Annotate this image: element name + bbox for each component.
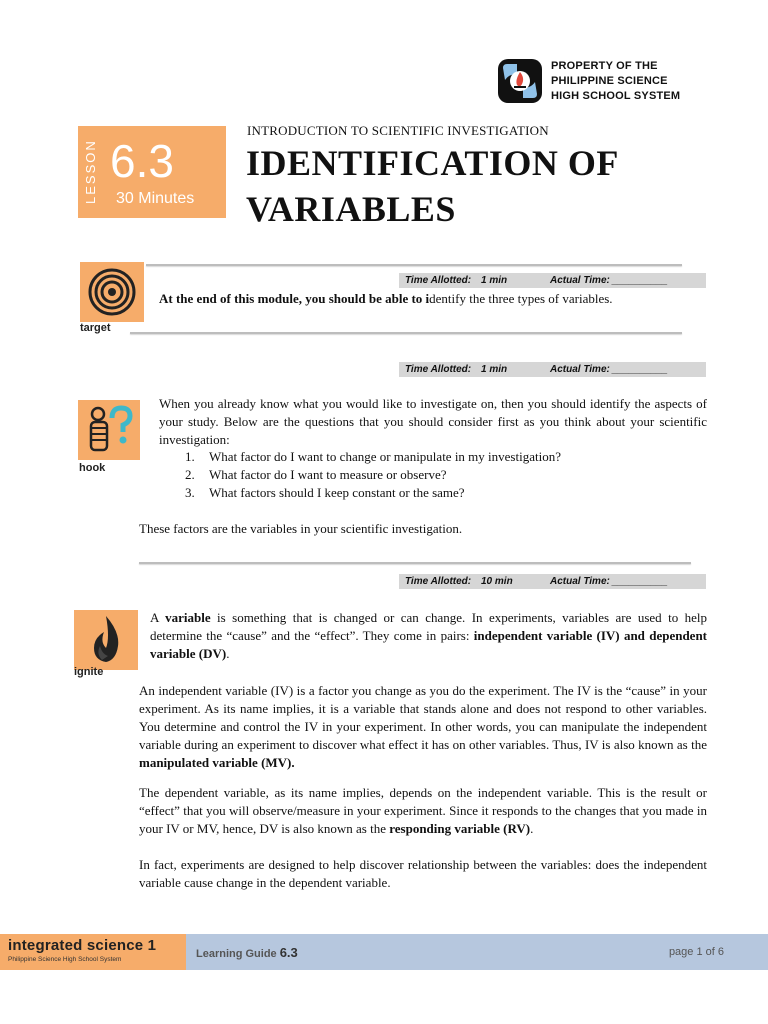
question-number: 2. [185,467,195,482]
guide-label: Learning Guide [196,948,277,960]
list-item [185,466,561,484]
time-bar [399,574,706,589]
divider [130,332,682,334]
actual-time-value: __________ [612,576,668,587]
title-line-2: VARIABLES [246,189,456,229]
target-label: target [80,322,111,334]
text-run: An independent variable (IV) is a factor you change as you do the experiment. The IV is the “cause” in your experiment. As its name implies, it is a variable that stands alone and does not respond to other variables. You determine and control the IV in your experiment. In other words, you can manipulate the independent variable during an experiment to discover what effect it has on other variables. Thus, IV is also known as the [139,683,707,752]
term-variable: variable [165,610,211,625]
actual-time-value: __________ [612,364,668,375]
text-run: A [150,610,166,625]
time-allotted-value: 10 min [481,576,513,587]
term-iv-dv: independent variable (IV) and dependent variable (DV) [150,628,707,661]
target-objective [159,290,719,308]
list-item [185,484,561,502]
actual-time-label: Actual Time: [550,364,610,375]
divider [146,264,682,266]
flame-icon [74,610,138,670]
rope-question-icon [78,400,140,460]
actual-time-label: Actual Time: [550,576,610,587]
ignite-paragraph-2 [139,682,707,772]
time-allotted-value: 1 min [481,364,508,375]
text-run: . [226,646,230,661]
guide-number: 6.3 [279,945,298,960]
course-name: integrated science 1 [8,937,157,954]
footer-course [0,934,186,970]
target-icon [80,262,144,322]
time-bar [399,362,706,377]
divider [139,562,691,564]
lesson-intro: INTRODUCTION TO SCIENTIFIC INVESTIGATION [247,123,549,138]
objective-lead: At the end of this module, you should be able to i [159,291,430,306]
time-allotted-label: Time Allotted: [405,275,472,286]
hook-intro: When you already know what you would like to investigate on, then you should identify the aspects of your study. Below are the questions that you should consider first as you think about your scientific investigation: [159,396,707,447]
list-item [185,448,561,466]
lesson-duration: 30 Minutes [116,190,195,207]
ignite-paragraph-4: In fact, experiments are designed to help discover relationship between the variables: does the independent variable cause change in the dependent variable. [139,857,707,890]
property-line-2: PHILIPPINE SCIENCE [551,74,668,87]
property-line-3: HIGH SCHOOL SYSTEM [551,89,681,102]
property-line-1: PROPERTY OF THE [551,59,658,72]
question-list [185,448,561,502]
footer-guide [186,934,768,970]
question-text: What factor do I want to change or manipulate in my investigation? [209,449,561,464]
objective-text: dentify the three types of variables. [429,291,613,306]
lesson-badge [78,126,226,218]
term-mv: manipulated variable (MV). [139,755,295,770]
hook-closing: These factors are the variables in your scientific investigation. [139,521,463,536]
time-allotted-label: Time Allotted: [405,364,472,375]
question-number: 3. [185,485,195,500]
page-number: page 1 of 6 [668,946,724,958]
property-header [497,58,680,104]
question-text: What factors should I keep constant or the same? [209,485,465,500]
question-number: 1. [185,449,195,464]
time-allotted-value: 1 min [481,275,508,286]
question-text: What factor do I want to measure or observe? [209,467,447,482]
actual-time-label: Actual Time: [550,275,610,286]
school-system: Philippine Science High School System [8,956,122,963]
time-bar [399,273,706,288]
ignite-paragraph-1 [150,609,707,663]
text-run: is something that is changed or can change. In experiments, variables are used to help determine the “cause” and the “effect”. They come in pairs: [150,610,708,643]
lesson-label: LESSON [83,139,98,205]
ignite-label: ignite [74,666,104,678]
ignite-paragraph-3 [139,784,707,838]
learning-guide [196,945,298,960]
text-run: The dependent variable, as its name implies, depends on the independent variable. This is the result or “effect” that you will observe/measure in your experiment. Since it responds to the changes that you made in your IV or MV, hence, DV is also known as the [139,785,707,836]
title-line-1: IDENTIFICATION OF [246,143,619,183]
time-allotted-label: Time Allotted: [405,576,472,587]
term-rv: responding variable (RV) [389,821,531,836]
actual-time-value: __________ [612,275,668,286]
lesson-number: 6.3 [110,135,174,187]
text-run: . [530,821,534,836]
pshs-seal-icon [497,58,543,104]
page-title [246,140,726,232]
hook-label: hook [79,462,106,474]
